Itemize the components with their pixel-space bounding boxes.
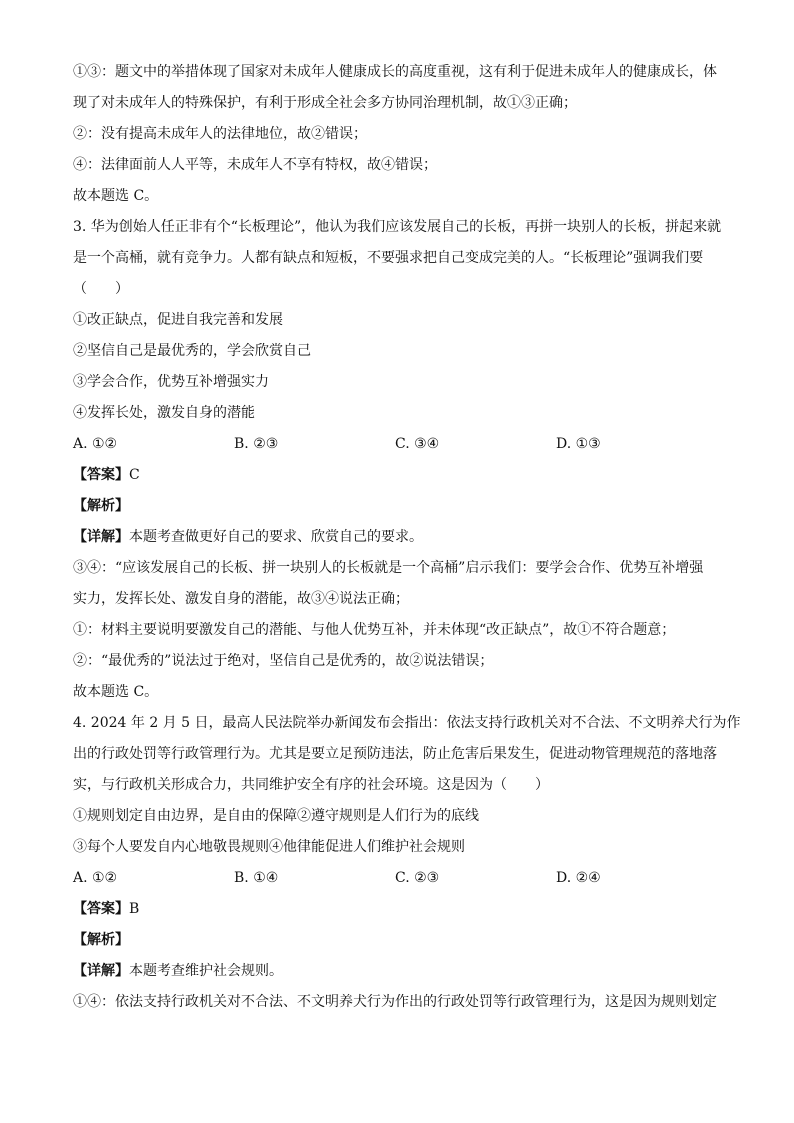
q4-analysis-heading: 【解析】 (73, 932, 129, 948)
q3-option-b: B. ②③ (234, 436, 279, 452)
q3-analysis-line-2: 实力，发挥长处、激发自身的潜能，故③④说法正确； (73, 591, 409, 607)
q3-answer-value: C (129, 467, 140, 483)
q4-analysis-line-1: ①④：依法支持行政机关对不合法、不文明养犬行为作出的行政处罚等行政管理行为，这是因为规则划定 (73, 994, 717, 1010)
q3-detail-text: 本题考查做更好自己的要求、欣赏自己的要求。 (129, 529, 423, 545)
q4-option-a: A. ①② (73, 870, 118, 886)
q3-options (73, 434, 733, 454)
q3-answer-label: 【答案】 (73, 467, 129, 483)
q4-stem-line-1: 4. 2024 年 2 月 5 日，最高人民法院举办新闻发布会指出：依法支持行政机关对不合法、不文明养犬行为作 (73, 715, 741, 731)
q4-statements-1-2: ①规则划定自由边界，是自由的保障②遵守规则是人们行为的底线 (73, 808, 479, 824)
q3-detail (73, 527, 733, 547)
q3-conclusion: 故本题选 C。 (73, 684, 159, 700)
q3-option-d: D. ①③ (556, 436, 601, 452)
q3-analysis-heading: 【解析】 (73, 498, 129, 514)
q4-stem-line-3: 实，与行政机关形成合力，共同维护安全有序的社会环境。这是因为（ ） (73, 777, 549, 793)
q4-answer (73, 899, 733, 919)
q3-option-c: C. ③④ (395, 436, 440, 452)
q3-detail-label: 【详解】 (73, 529, 129, 545)
q4-option-c: C. ②③ (395, 870, 440, 886)
q3-stem-line-2: 是一个高桶，就有竞争力。人都有缺点和短板，不要强求把自己变成完美的人。“长板理论”强调我们要 (73, 250, 704, 266)
q3-option-a: A. ①② (73, 436, 118, 452)
q4-detail (73, 961, 733, 981)
q3-statement-3: ③学会合作，优势互补增强实力 (73, 374, 269, 390)
q4-statements-3-4: ③每个人要发自内心地敬畏规则④他律能促进人们维护社会规则 (73, 839, 465, 855)
q3-stem-line-1: 3. 华为创始人任正非有个“长板理论”，他认为我们应该发展自己的长板，再拼一块别人的长板，拼起来就 (73, 219, 722, 235)
q3-statement-2: ②坚信自己是最优秀的，学会欣赏自己 (73, 343, 311, 359)
document-page (73, 62, 741, 1023)
q4-option-d: D. ②④ (556, 870, 601, 886)
q2-analysis-line-3: ②：没有提高未成年人的法律地位，故②错误； (73, 126, 367, 142)
q4-answer-value: B (129, 901, 140, 917)
q4-detail-text: 本题考查维护社会规则。 (129, 963, 283, 979)
q3-stem-line-3: （ ） (73, 281, 129, 297)
q2-analysis-line-2: 现了对未成年人的特殊保护，有利于形成全社会多方协同治理机制，故①③正确； (73, 95, 577, 111)
q3-statement-1: ①改正缺点，促进自我完善和发展 (73, 312, 283, 328)
q4-detail-label: 【详解】 (73, 963, 129, 979)
q2-analysis-line-4: ④：法律面前人人平等，未成年人不享有特权，故④错误； (73, 157, 437, 173)
q2-conclusion: 故本题选 C。 (73, 188, 159, 204)
q4-option-b: B. ①④ (234, 870, 279, 886)
q3-statement-4: ④发挥长处，激发自身的潜能 (73, 405, 255, 421)
q4-options (73, 868, 733, 888)
q3-analysis-line-3: ①：材料主要说明要激发自己的潜能、与他人优势互补，并未体现“改正缺点”，故①不符合题意； (73, 622, 676, 638)
q4-answer-label: 【答案】 (73, 901, 129, 917)
q3-analysis-line-4: ②：“最优秀的”说法过于绝对，坚信自己是优秀的，故②说法错误； (73, 653, 494, 669)
q4-stem-line-2: 出的行政处罚等行政管理行为。尤其是要立足预防违法，防止危害后果发生，促进动物管理规范的落地落 (73, 746, 717, 762)
q2-analysis-line-1: ①③：题文中的举措体现了国家对未成年人健康成长的高度重视，这有利于促进未成年人的健康成长，体 (73, 64, 717, 80)
q3-answer (73, 465, 733, 485)
q3-analysis-line-1: ③④：“应该发展自己的长板、拼一块别人的长板就是一个高桶”启示我们：要学会合作、优势互补增强 (73, 560, 704, 576)
